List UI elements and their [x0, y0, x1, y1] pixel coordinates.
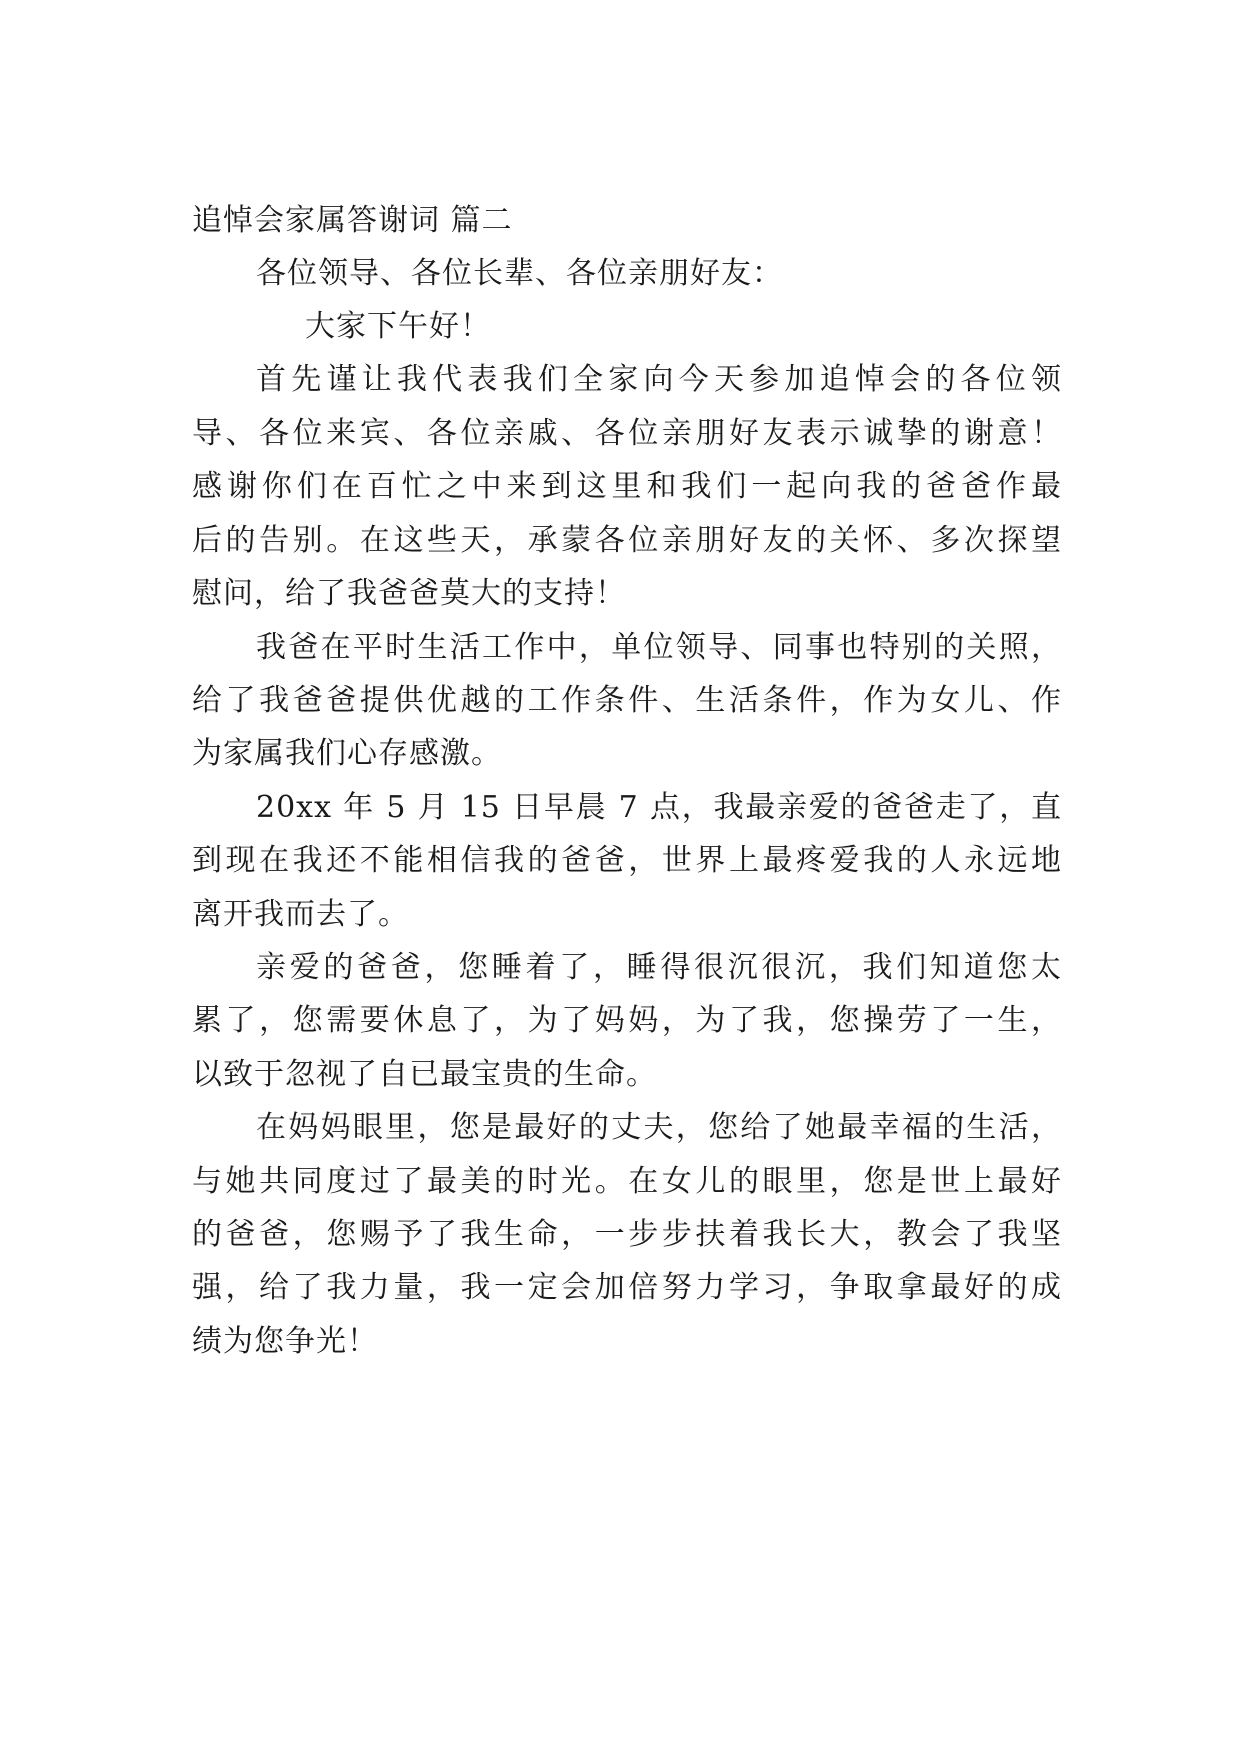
paragraph-line: 慰问，给了我爸爸莫大的支持！: [192, 576, 626, 611]
document-title: 追悼会家属答谢词 篇二: [192, 203, 513, 238]
paragraph-line: 强，给了我力量，我一定会加倍努力学习，争取拿最好的成: [192, 1270, 1062, 1305]
paragraph-line: 导、各位来宾、各位亲戚、各位亲朋好友表示诚挚的谢意！: [192, 416, 1062, 451]
paragraph-line: 给了我爸爸提供优越的工作条件、生活条件，作为女儿、作: [192, 683, 1062, 718]
paragraph-line: 绩为您争光！: [192, 1324, 378, 1359]
greeting: 大家下午好！: [305, 309, 491, 344]
paragraph-line: 在妈妈眼里，您是最好的丈夫，您给了她最幸福的生活，: [256, 1110, 1062, 1145]
paragraph-line: 我爸在平时生活工作中，单位领导、同事也特别的关照，: [256, 630, 1062, 665]
paragraph-line: 后的告别。在这些天，承蒙各位亲朋好友的关怀、多次探望: [192, 523, 1062, 558]
paragraph-line: 感谢你们在百忙之中来到这里和我们一起向我的爸爸作最: [192, 469, 1062, 504]
paragraph-line: 20xx 年 5 月 15 日早晨 7 点，我最亲爱的爸爸走了，直: [256, 790, 1062, 825]
paragraph-line: 以致于忽视了自已最宝贵的生命。: [192, 1057, 657, 1092]
paragraph-line: 累了，您需要休息了，为了妈妈，为了我，您操劳了一生，: [192, 1003, 1062, 1038]
salutation: 各位领导、各位长辈、各位亲朋好友：: [256, 256, 783, 291]
paragraph-line: 离开我而去了。: [192, 897, 409, 932]
paragraph-line: 首先谨让我代表我们全家向今天参加追悼会的各位领: [256, 362, 1062, 397]
paragraph-line: 到现在我还不能相信我的爸爸，世界上最疼爱我的人永远地: [192, 843, 1062, 878]
paragraph-line: 的爸爸，您赐予了我生命，一步步扶着我长大，教会了我坚: [192, 1217, 1062, 1252]
paragraph-line: 与她共同度过了最美的时光。在女儿的眼里，您是世上最好: [192, 1164, 1062, 1199]
paragraph-line: 为家属我们心存感激。: [192, 736, 502, 771]
paragraph-line: 亲爱的爸爸，您睡着了，睡得很沉很沉，我们知道您太: [256, 950, 1062, 985]
